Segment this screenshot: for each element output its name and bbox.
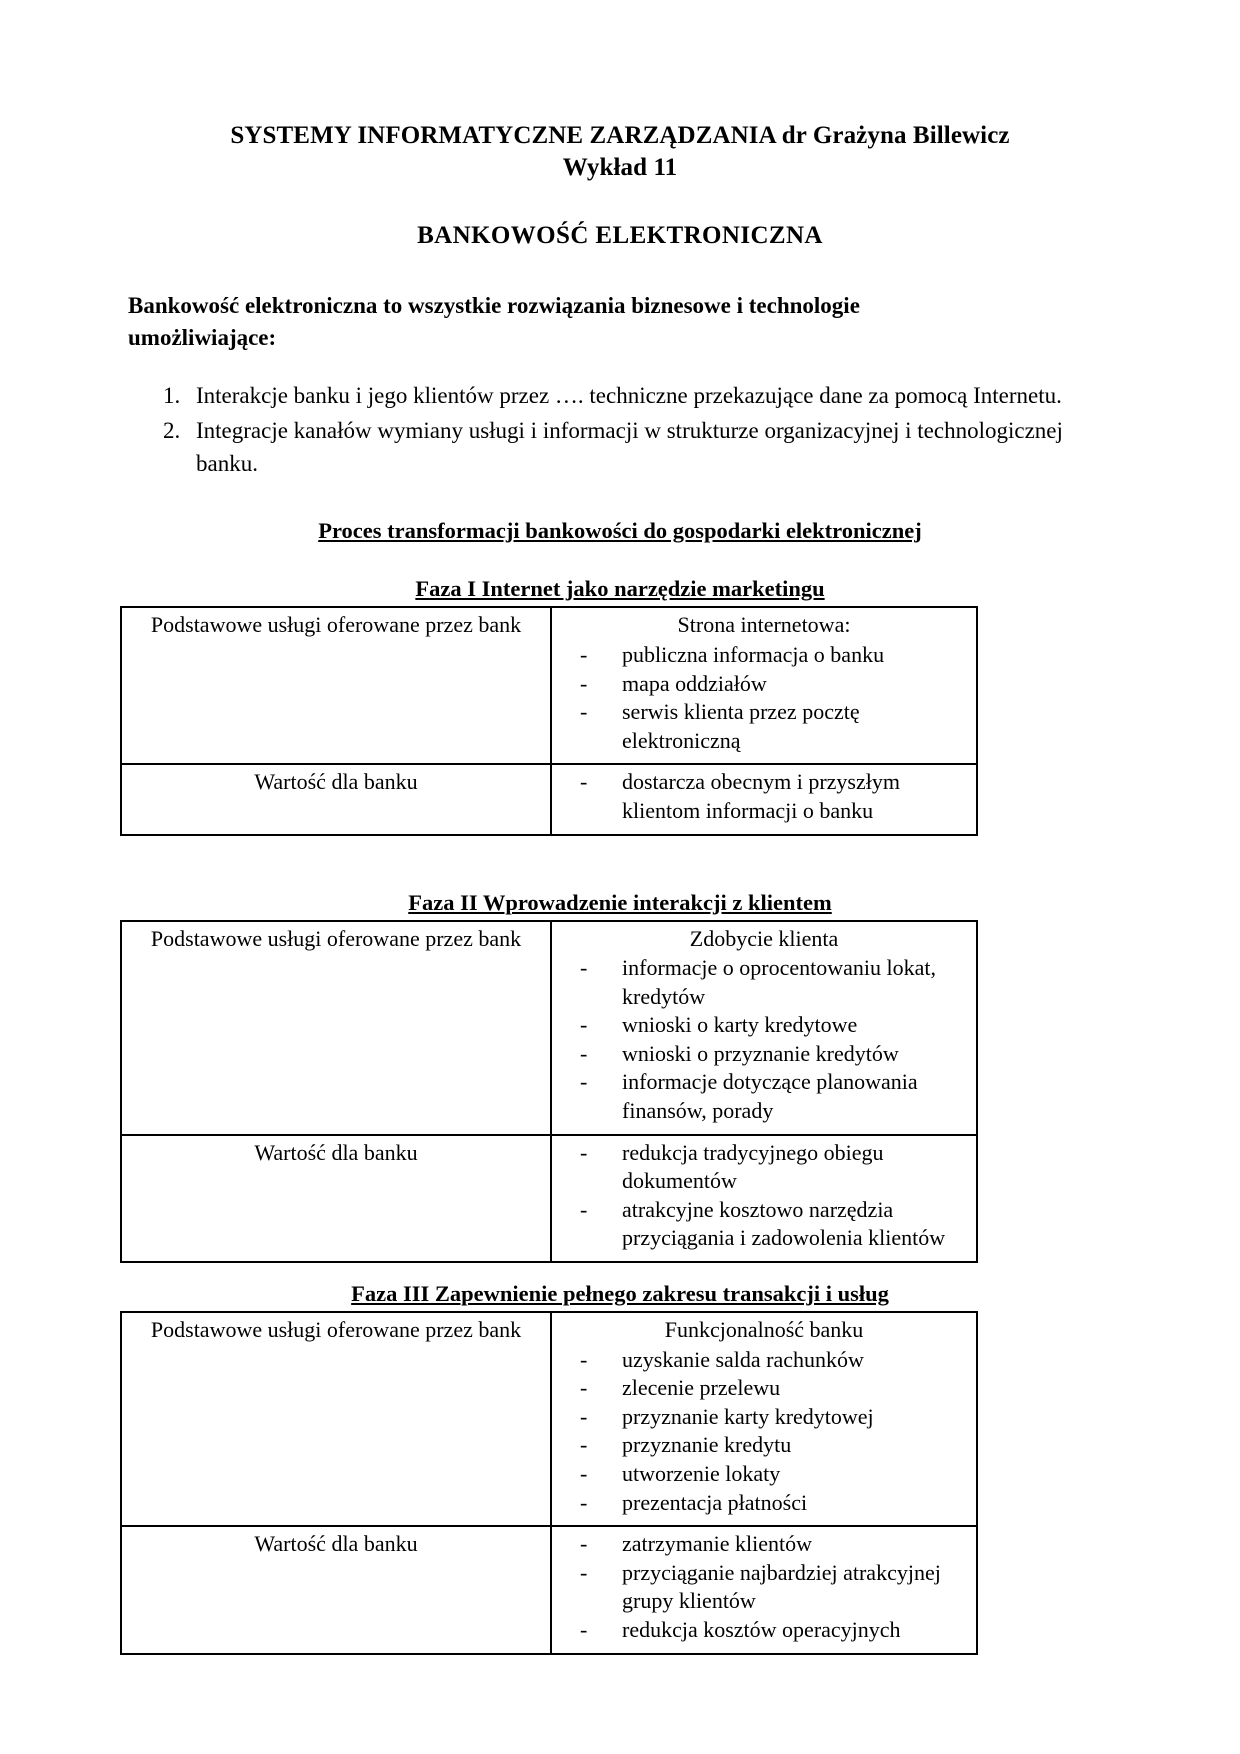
table-row bbox=[121, 607, 977, 764]
document-title-line1: SYSTEMY INFORMATYCZNE ZARZĄDZANIA dr Grażyna Billewicz bbox=[230, 122, 1010, 149]
dash-bullet-icon: - bbox=[580, 1069, 588, 1095]
intro-paragraph: Bankowość elektroniczna to wszystkie rozwiązania biznesowe i technologie umożliwiające: bbox=[128, 293, 860, 351]
document-title bbox=[120, 120, 1120, 184]
dash-bullet-icon: - bbox=[580, 1346, 588, 1372]
phase-table-1 bbox=[120, 606, 978, 835]
table-cell-left: Podstawowe usługi oferowane przez bank bbox=[121, 921, 551, 1135]
bullet-list bbox=[558, 641, 970, 755]
cell-title: Zdobycie klienta bbox=[689, 925, 839, 951]
dash-bullet-icon: - bbox=[580, 1531, 588, 1557]
list-item: 1. Interakcje banku i jego klientów przez …. techniczne przekazujące dane za pomocą Internetu. bbox=[186, 380, 1120, 413]
document-title-line2: Wykład 11 bbox=[562, 154, 678, 181]
phase-heading-2: Faza II Wprowadzenie interakcji z klientem bbox=[408, 889, 832, 915]
bullet-item bbox=[558, 1139, 970, 1196]
bullet-item bbox=[558, 1403, 970, 1432]
bullet-item bbox=[558, 1431, 970, 1460]
table-cell-right bbox=[551, 607, 977, 764]
bullet-text: zlecenie przelewu bbox=[622, 1375, 781, 1401]
bullet-text: informacje dotyczące planowania finansów, porady bbox=[622, 1069, 918, 1124]
dash-bullet-icon: - bbox=[580, 1489, 588, 1515]
cell-title: Funkcjonalność banku bbox=[664, 1317, 864, 1343]
bullet-item bbox=[558, 954, 970, 1011]
bullet-item bbox=[558, 698, 970, 755]
dash-bullet-icon: - bbox=[580, 1139, 588, 1165]
bullet-text: redukcja tradycyjnego obiegu dokumentów bbox=[622, 1139, 884, 1194]
bullet-text: wnioski o karty kredytowe bbox=[622, 1012, 858, 1038]
bullet-list bbox=[558, 1530, 970, 1644]
table-cell-right bbox=[551, 1312, 977, 1526]
bullet-item bbox=[558, 768, 970, 825]
bullet-item bbox=[558, 1068, 970, 1125]
list-item: 2. Integracje kanałów wymiany usługi i informacji w strukturze organizacyjnej i technologicznej banku. bbox=[186, 415, 1120, 480]
bullet-item bbox=[558, 1530, 970, 1559]
bullet-text: dostarcza obecnym i przyszłym klientom informacji o banku bbox=[622, 769, 900, 823]
document-subtitle: BANKOWOŚĆ ELEKTRONICZNA bbox=[417, 222, 823, 249]
phase-heading-1: Faza I Internet jako narzędzie marketingu bbox=[415, 576, 825, 602]
bullet-text: informacje o oprocentowaniu lokat, kredytów bbox=[622, 955, 937, 1009]
bullet-item bbox=[558, 670, 970, 699]
bullet-list bbox=[558, 954, 970, 1126]
bullet-text: utworzenie lokaty bbox=[622, 1461, 781, 1486]
bullet-item bbox=[558, 1346, 970, 1375]
dash-bullet-icon: - bbox=[580, 699, 588, 725]
bullet-item bbox=[558, 1559, 970, 1616]
table-cell-left: Podstawowe usługi oferowane przez bank bbox=[121, 1312, 551, 1526]
table-cell-left: Podstawowe usługi oferowane przez bank bbox=[121, 607, 551, 764]
table-row bbox=[121, 1135, 977, 1262]
numbered-list bbox=[120, 380, 1120, 480]
table-row bbox=[121, 921, 977, 1135]
bullet-text: przyciąganie najbardziej atrakcyjnej grupy klientów bbox=[622, 1559, 941, 1614]
table-spacer bbox=[120, 1263, 1120, 1281]
phase-table-2 bbox=[120, 920, 978, 1264]
table-cell-right bbox=[551, 1526, 977, 1653]
table-cell-left: Wartość dla banku bbox=[121, 764, 551, 834]
table-cell-right bbox=[551, 921, 977, 1135]
bullet-item bbox=[558, 1489, 970, 1518]
bullet-item bbox=[558, 1040, 970, 1069]
bullet-text: mapa oddziałów bbox=[622, 670, 767, 696]
bullet-item bbox=[558, 1196, 970, 1253]
dash-bullet-icon: - bbox=[580, 1012, 588, 1038]
dash-bullet-icon: - bbox=[580, 1559, 588, 1585]
bullet-item bbox=[558, 641, 970, 670]
dash-bullet-icon: - bbox=[580, 1040, 588, 1066]
bullet-text: uzyskanie salda rachunków bbox=[622, 1346, 864, 1372]
dash-bullet-icon: - bbox=[580, 1461, 588, 1486]
bullet-text: przyznanie karty kredytowej bbox=[622, 1403, 874, 1429]
bullet-list bbox=[558, 1139, 970, 1253]
bullet-list bbox=[558, 768, 970, 825]
bullet-text: przyznanie kredytu bbox=[622, 1432, 792, 1458]
dash-bullet-icon: - bbox=[580, 641, 588, 667]
bullet-item bbox=[558, 1011, 970, 1040]
cell-title: Strona internetowa: bbox=[677, 612, 851, 638]
bullet-text: atrakcyjne kosztowo narzędzia przyciągania i zadowolenia klientów bbox=[622, 1196, 946, 1251]
dash-bullet-icon: - bbox=[580, 1616, 588, 1642]
bullet-text: zatrzymanie klientów bbox=[622, 1531, 812, 1557]
table-cell-right bbox=[551, 1135, 977, 1262]
bullet-item bbox=[558, 1460, 970, 1489]
bullet-text: wnioski o przyznanie kredytów bbox=[622, 1040, 899, 1066]
bullet-text: serwis klienta przez pocztę elektroniczną bbox=[622, 699, 860, 753]
table-cell-left: Wartość dla banku bbox=[121, 1135, 551, 1262]
bullet-text: redukcja kosztów operacyjnych bbox=[622, 1616, 901, 1642]
bullet-text: publiczna informacja o banku bbox=[622, 641, 885, 667]
table-row bbox=[121, 1312, 977, 1526]
table-row bbox=[121, 1526, 977, 1653]
bullet-list bbox=[558, 1346, 970, 1518]
bullet-item bbox=[558, 1374, 970, 1403]
table-cell-right bbox=[551, 764, 977, 834]
bullet-text: prezentacja płatności bbox=[622, 1489, 808, 1515]
table-row bbox=[121, 764, 977, 834]
dash-bullet-icon: - bbox=[580, 1196, 588, 1222]
dash-bullet-icon: - bbox=[580, 769, 588, 795]
phase-heading-3: Faza III Zapewnienie pełnego zakresu transakcji i usług bbox=[351, 1281, 889, 1307]
bullet-item bbox=[558, 1616, 970, 1645]
dash-bullet-icon: - bbox=[580, 1403, 588, 1429]
table-cell-left: Wartość dla banku bbox=[121, 1526, 551, 1653]
dash-bullet-icon: - bbox=[580, 1432, 588, 1458]
section-heading: Proces transformacji bankowości do gospodarki elektronicznej bbox=[318, 518, 922, 544]
dash-bullet-icon: - bbox=[580, 955, 588, 981]
table-spacer bbox=[120, 836, 1120, 890]
dash-bullet-icon: - bbox=[580, 1375, 588, 1401]
dash-bullet-icon: - bbox=[580, 670, 588, 696]
phase-table-3 bbox=[120, 1311, 978, 1655]
